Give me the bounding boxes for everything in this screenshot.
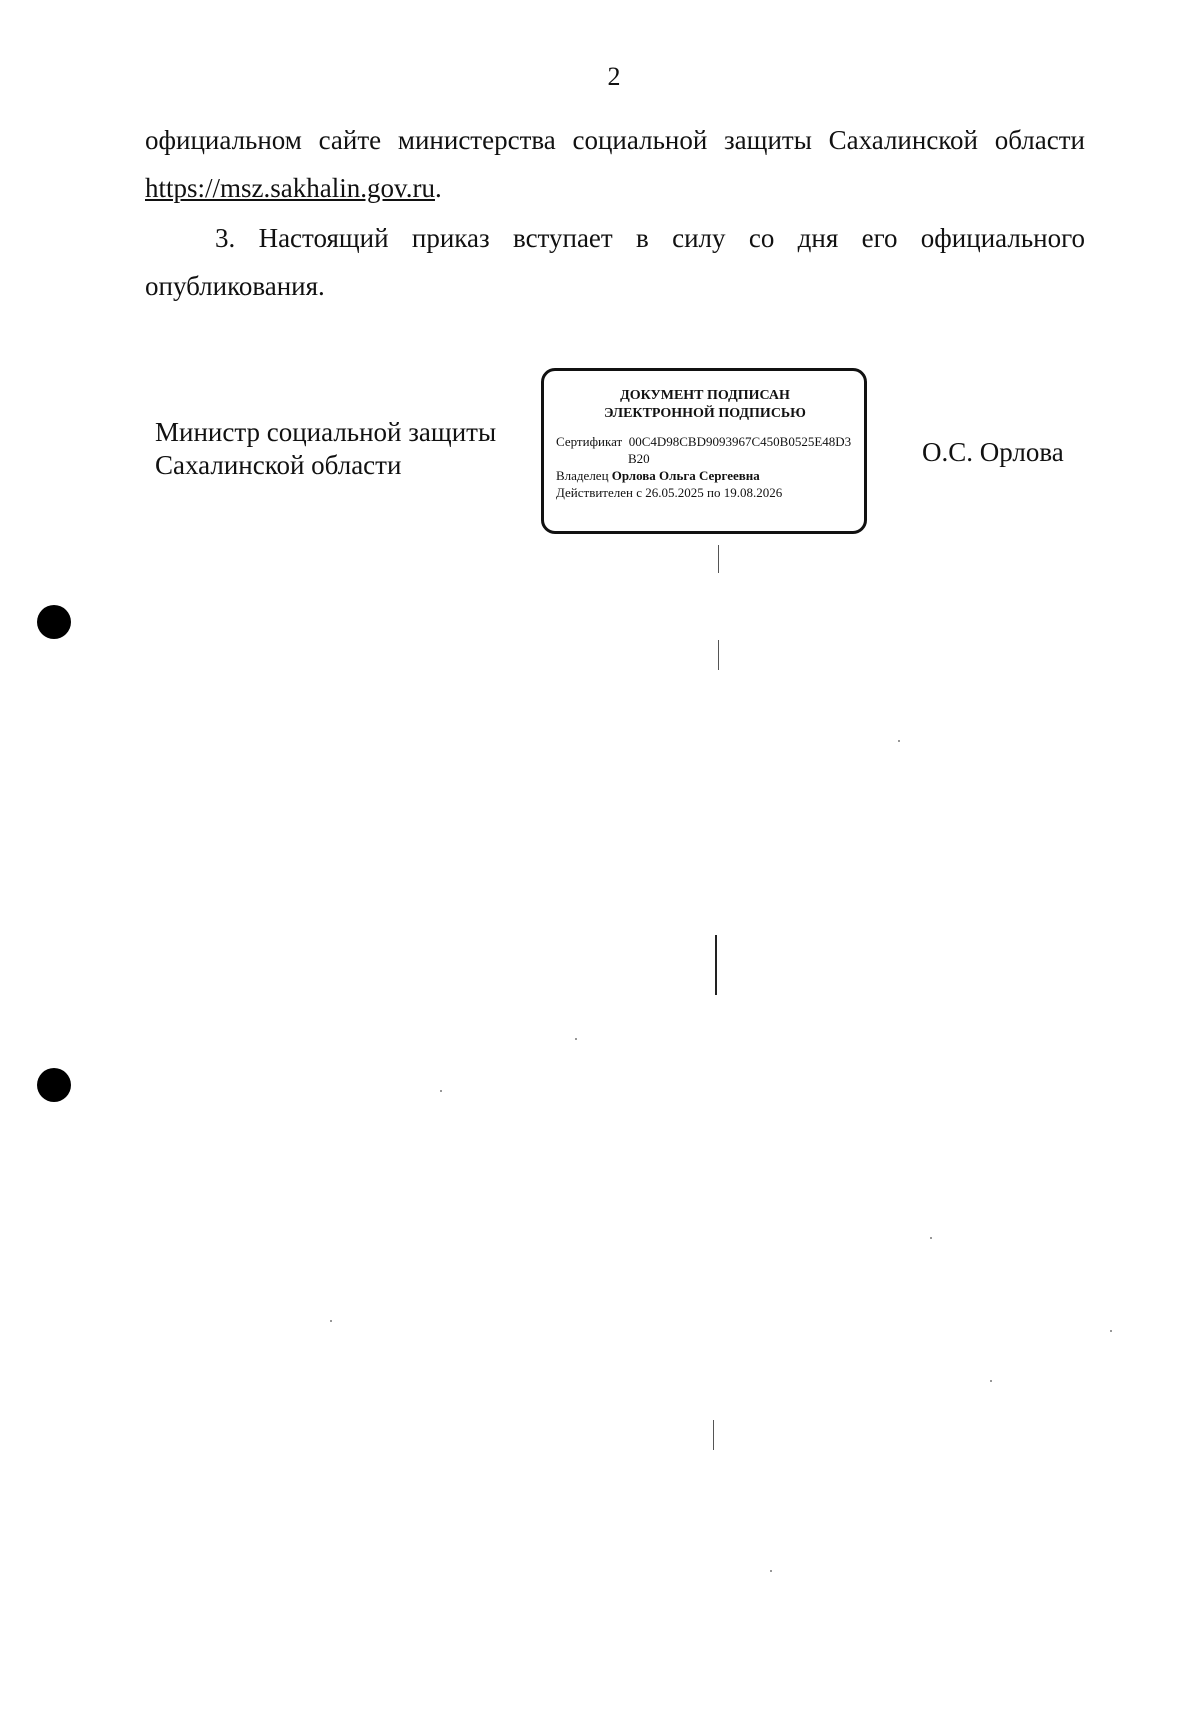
- signer-name: О.С. Орлова: [922, 437, 1064, 467]
- scan-speck: [1110, 1330, 1112, 1332]
- paragraph-effective-date: 3. Настоящий приказ вступает в силу со дня его официального опубликования.: [145, 223, 1085, 301]
- scan-artifact-line: [713, 1420, 714, 1450]
- stamp-owner: [556, 467, 854, 484]
- stamp-validity: Действителен с 26.05.2025 по 19.08.2026: [556, 485, 783, 500]
- scan-speck: [575, 1038, 577, 1040]
- certificate-value-continued: B20: [628, 451, 650, 466]
- stamp-certificate: [556, 433, 854, 450]
- paragraph-website: [145, 116, 1085, 212]
- punch-hole-bottom: [37, 1068, 71, 1102]
- paragraph-website-end: .: [434, 173, 442, 203]
- scan-speck: [898, 740, 900, 742]
- certificate-value: 00C4D98CBD9093967C450B0525E48D3: [628, 434, 852, 449]
- signer-title-line-2: Сахалинской области: [155, 450, 402, 480]
- electronic-signature-stamp: [541, 368, 867, 534]
- website-link[interactable]: https://msz.sakhalin.gov.ru: [145, 173, 435, 203]
- signer-title: [155, 416, 496, 482]
- owner-value: Орлова Ольга Сергеевна: [611, 468, 760, 483]
- page-number: 2: [607, 62, 621, 91]
- scan-artifact-line: [718, 545, 719, 573]
- signer-title-line-1: Министр социальной защиты: [155, 417, 497, 447]
- stamp-heading: [556, 387, 854, 423]
- scan-speck: [990, 1380, 992, 1382]
- owner-label: Владелец: [556, 468, 609, 483]
- scan-speck: [770, 1570, 772, 1572]
- scan-speck: [930, 1237, 932, 1239]
- paragraph-website-text: официальном сайте министерства социальной защиты Сахалинской области: [145, 125, 1085, 155]
- stamp-heading-line-1: ДОКУМЕНТ ПОДПИСАН: [620, 388, 790, 403]
- scan-speck: [330, 1320, 332, 1322]
- scan-speck: [440, 1090, 442, 1092]
- punch-hole-top: [37, 605, 71, 639]
- scan-artifact-line: [715, 935, 717, 995]
- scan-artifact-line: [718, 640, 719, 670]
- certificate-label: Сертификат: [556, 434, 623, 449]
- stamp-heading-line-2: ЭЛЕКТРОННОЙ ПОДПИСЬЮ: [604, 406, 806, 421]
